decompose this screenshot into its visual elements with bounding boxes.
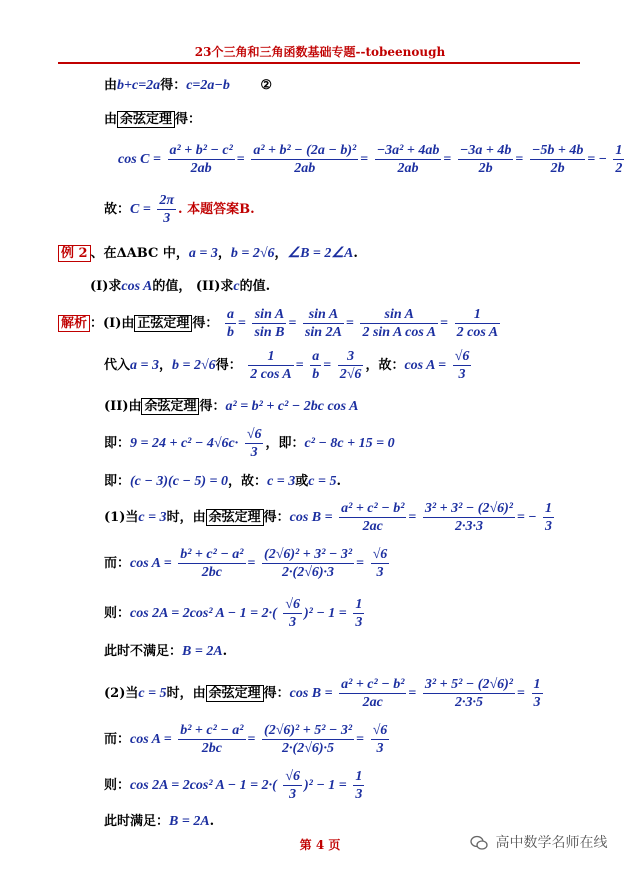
fraction: $\frac{a}{b}$	[226, 307, 234, 340]
case-c5-cos-a: 而：cos A = $\frac{\text{b² + c² − a²}}{2bc}$ = $\frac{\text{(2√6)² + 5² − 3²}}{2\cdot(2√6)\cdot 5}$ = $\frac{√6}{3}$	[104, 723, 388, 756]
line-b-plus-c: 由b+c=2a得：c=2a−b ②	[104, 78, 273, 93]
fraction: $\frac{3}{2√6}$	[339, 349, 362, 382]
case-c3-cos-a: 而：cos A = $\frac{\text{b² + c² − a²}}{2bc}$ = $\frac{\text{(2√6)² + 3² − 3²}}{2\cdot(2√6)\cdot 3}$ = $\frac{√6}{3}$	[104, 547, 388, 580]
fraction: $\frac{1}{3}$	[544, 501, 552, 534]
fraction: $\frac{√6}{3}$	[372, 723, 388, 756]
questions: (I)求cos A的值， (II)求c的值.	[90, 279, 271, 294]
fraction: $\frac{1}{3}$	[355, 597, 363, 630]
fraction: $\frac{1}{\text{2 cos A}}$	[456, 307, 499, 340]
case-c3-conclusion: 此时不满足：B = 2A.	[104, 644, 228, 659]
fraction: $\frac{\text{−3a² + 4ab}}{2ab}$	[376, 143, 440, 176]
solution-sine-law: 解析 ：(I)由 正弦定理 得： $\frac{a}{b}$ = $\frac{\text{sin A}}{\text{sin B}}$ = $\frac{\text{sin A}}{\sin 2A}$ = $\frac{\text{sin A}}{\text{2 sin A cos A}}$ = $\frac{1}{\text{2 cos A}}$	[58, 306, 502, 341]
fraction: $\frac{-3a + 4b}{2b}$	[459, 143, 512, 176]
example-tag: 例 2	[58, 245, 91, 262]
fraction: $\frac{2\pi}{3}$	[159, 193, 175, 226]
fraction: $\frac{a}{b}$	[312, 349, 320, 382]
fraction: $\frac{1}{3}$	[533, 677, 541, 710]
line-roots: 即：(c − 3)(c − 5) = 0，故：c = 3或c = 5.	[104, 474, 342, 489]
header-rule	[58, 62, 580, 64]
fraction: $\frac{\text{(2√6)² + 5² − 3²}}{2\cdot(2√6)\cdot 5}$	[264, 723, 353, 756]
fraction: $\frac{\text{(2√6)² + 3² − 3²}}{2\cdot(2√6)\cdot 3}$	[264, 547, 353, 580]
fraction: $\frac{\text{b² + c² − a²}}{2bc}$	[180, 547, 244, 580]
line-part-ii: (II)由 余弦定理 得：a² = b² + c² − 2bc cos A	[104, 399, 359, 414]
fraction: $\frac{1}{3}$	[355, 769, 363, 802]
watermark: 高中数学名师在线	[470, 832, 607, 852]
fraction: $\frac{√6}{3}$	[246, 427, 262, 460]
fraction: $\frac{\text{a² + c² − b²}}{2ac}$	[341, 677, 405, 710]
fraction: $\frac{\text{3² + 3² − (2√6)²}}{2\cdot 3\cdot 3}$	[424, 501, 513, 534]
line-cosine-law-intro: 由 余弦定理 得：	[104, 112, 202, 127]
example-2-statement: 例 2 、在ΔABC 中，a = 3，b = 2√6，∠B = 2∠A.	[58, 242, 358, 262]
fraction: $\frac{\text{sin A}}{\text{2 sin A cos A}}$	[362, 307, 437, 340]
case-c5-conclusion: 此时满足：B = 2A.	[104, 814, 215, 829]
fraction: $\frac{\text{b² + c² − a²}}{2bc}$	[180, 723, 244, 756]
formula-cos-c: cos C = $\frac{\text{a² + b² − c²}}{2ab}$ = $\frac{\text{a² + b² − (2a − b)²}}{2ab}$ = $\frac{\text{−3a² + 4ab}}{2ab}$ = $\frac{-3a + 4b}{2b}$ = $\frac{-5b + 4b}{2b}$ = − $\frac{1}{2}$	[118, 143, 623, 176]
line-answer-c: 故：C = $\frac{2\pi}{3}$ . 本题答案B.	[104, 193, 255, 226]
wechat-icon	[470, 835, 495, 851]
fraction: $\frac{√6}{3}$	[454, 349, 470, 382]
fraction: $\frac{-5b + 4b}{2b}$	[531, 143, 584, 176]
fraction: $\frac{\text{a² + b² − (2a − b)²}}{2ab}$	[253, 143, 357, 176]
case-c5-cos-b: (2)当c = 5时，由 余弦定理 得：cos B = $\frac{\text{a² + c² − b²}}{2ac}$ = $\frac{\text{3² + 5² − (2√6)²}}{2\cdot 3\cdot 5}$ = $\frac{1}{3}$	[104, 677, 541, 710]
fraction: $\frac{\text{sin A}}{\sin 2A}$	[304, 307, 342, 340]
fraction: $\frac{1}{2}$	[615, 143, 623, 176]
boxed-term: 余弦定理	[117, 111, 175, 128]
fraction: $\frac{√6}{3}$	[285, 769, 300, 802]
case-c3-cos-2a: 则：cos 2A = 2cos² A − 1 = 2·( $\frac{√6}{3}$ )² − 1 = $\frac{1}{3}$	[104, 597, 363, 630]
fraction: $\frac{\text{3² + 5² − (2√6)²}}{2\cdot 3\cdot 5}$	[424, 677, 513, 710]
boxed-term: 余弦定理	[141, 398, 199, 415]
boxed-term: 余弦定理	[206, 685, 264, 702]
fraction: $\frac{1}{\text{2 cos A}}$	[250, 349, 292, 382]
boxed-term: 正弦定理	[134, 315, 192, 332]
fraction: $\frac{\text{a² + c² − b²}}{2ac}$	[341, 501, 405, 534]
boxed-term: 余弦定理	[206, 509, 264, 526]
line-substitute: 代入a = 3，b = 2√6得： $\frac{1}{\text{2 cos A}}$ = $\frac{a}{b}$ = $\frac{3}{2√6}$ ，故：cos A = $\frac{√6}{3}$	[104, 349, 470, 382]
case-c3-cos-b: (1)当c = 3时，由 余弦定理 得：cos B = $\frac{\text{a² + c² − b²}}{2ac}$ = $\frac{\text{3² + 3² − (2√6)²}}{2\cdot 3\cdot 3}$ = − $\frac{1}{3}$	[104, 501, 552, 534]
solution-tag: 解析	[58, 315, 90, 332]
fraction: $\frac{√6}{3}$	[285, 597, 300, 630]
fraction: $\frac{\text{sin A}}{\text{sin B}}$	[254, 307, 285, 340]
fraction: $\frac{\text{a² + b² − c²}}{2ab}$	[169, 143, 233, 176]
line-quadratic: 即：9 = 24 + c² − 4√6c· $\frac{√6}{3}$ ，即：c² − 8c + 15 = 0	[104, 427, 395, 460]
page-number: 第 4 页	[299, 838, 341, 852]
fraction: $\frac{√6}{3}$	[372, 547, 388, 580]
page-header: 23个三角和三角函数基础专题--tobeenough	[194, 45, 446, 59]
case-c5-cos-2a: 则：cos 2A = 2cos² A − 1 = 2·( $\frac{√6}{3}$ )² − 1 = $\frac{1}{3}$	[104, 769, 363, 802]
